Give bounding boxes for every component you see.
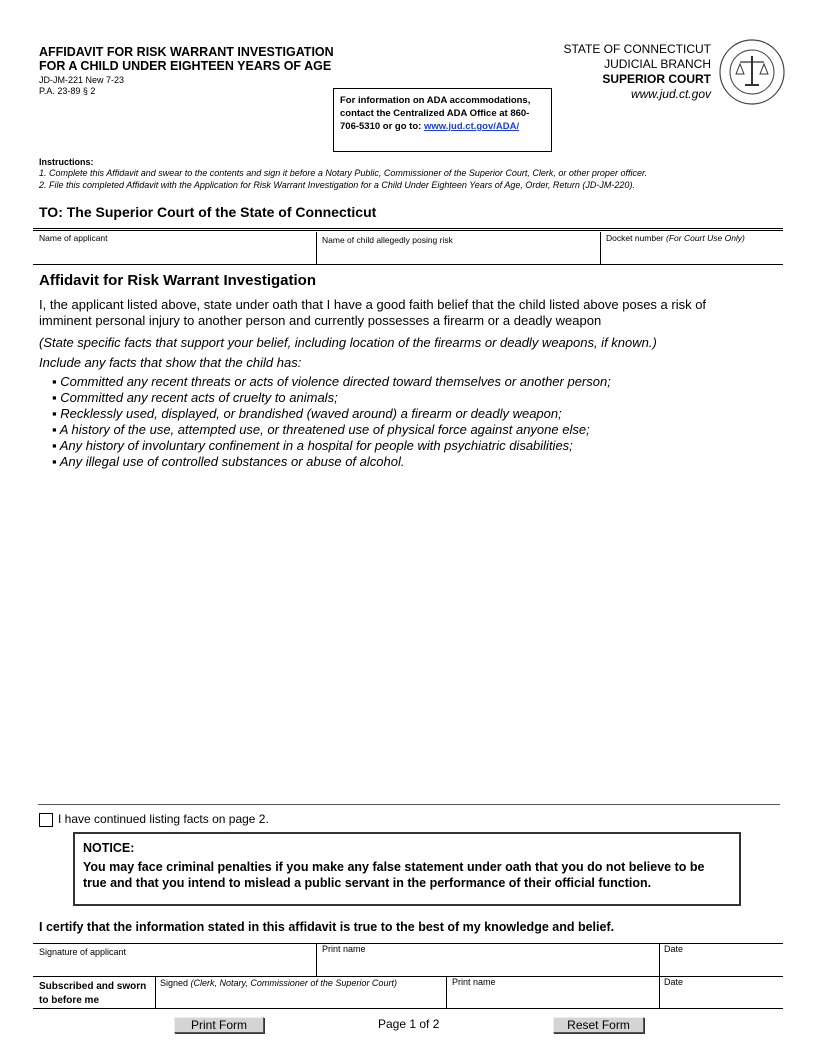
state-name: STATE OF CONNECTICUT	[563, 42, 711, 56]
official-print-name-field[interactable]	[446, 977, 660, 1008]
subscribed-label: Subscribed and sworn to before me	[39, 981, 147, 1006]
branch-name: JUDICIAL BRANCH	[604, 57, 711, 71]
instruction-2: 2. File this completed Affidavit with the Application for Risk Warrant Investigation for a Child Under Eighteen Years of Age, Order, Return (JD-JM-220).	[39, 180, 635, 190]
official-date-label: Date	[664, 977, 684, 987]
applicant-signature-label: Signature of applicant	[39, 947, 127, 957]
to-heading: TO: The Superior Court of the State of Connecticut	[39, 204, 377, 220]
bullet-item: ▪ Any illegal use of controlled substances or abuse of alcohol.	[52, 454, 405, 469]
form-title-line1: AFFIDAVIT FOR RISK WARRANT INVESTIGATION	[39, 45, 334, 59]
print-form-button[interactable]: Print Form	[174, 1017, 264, 1033]
notice-heading: NOTICE:	[83, 841, 135, 855]
instruction-1: 1. Complete this Affidavit and swear to the contents and sign it before a Notary Public, Commissioner of the Superior Court, Clerk, or other proper officer.	[39, 168, 648, 178]
bullet-item: ▪ Committed any recent acts of cruelty to animals;	[52, 390, 338, 405]
print-name-label: Print name	[322, 944, 366, 954]
statement-line2: imminent personal injury to another person and currently possesses a firearm or a deadly weapon	[39, 313, 602, 328]
statement-line1: I, the applicant listed above, state under oath that I have a good faith belief that the child listed above poses a risk of	[39, 297, 707, 312]
official-print-name-label: Print name	[452, 977, 496, 987]
ada-link[interactable]: www.jud.ct.gov/ADA/	[423, 121, 520, 132]
applicant-name-label: Name of applicant	[39, 233, 108, 243]
instructions-heading: Instructions:	[39, 157, 94, 167]
child-name-label: Name of child allegedly posing risk	[322, 235, 453, 245]
child-name-field[interactable]	[316, 232, 601, 264]
court-name: SUPERIOR COURT	[602, 72, 711, 86]
ada-notice-box	[333, 88, 552, 152]
docket-number-field[interactable]	[600, 232, 784, 264]
notice-text: You may face criminal penalties if you make any false statement under oath that you do not believe to be true and that you intend to mislead a public servant in the performance of their official function.	[83, 860, 705, 890]
bullet-item: ▪ Committed any recent threats or acts of violence directed toward themselves or another person;	[52, 374, 611, 389]
bullet-item: ▪ A history of the use, attempted use, or threatened use of physical force against anyone else;	[52, 422, 590, 437]
docket-label: Docket number (For Court Use Only)	[606, 233, 745, 243]
date-label: Date	[664, 944, 684, 954]
continued-checkbox[interactable]	[39, 813, 53, 827]
judicial-seal-icon	[718, 38, 786, 106]
continued-label: I have continued listing facts on page 2.	[58, 812, 269, 826]
certify-statement: I certify that the information stated in this affidavit is true to the best of my knowledge and belief.	[39, 920, 615, 934]
notice-box	[73, 832, 741, 906]
ada-text: For information on ADA accommodations, contact the Centralized ADA Office at 860-706-5310 or go to:	[340, 95, 531, 132]
form-title-line2: FOR A CHILD UNDER EIGHTEEN YEARS OF AGE	[39, 59, 332, 73]
official-date-field[interactable]	[659, 977, 784, 1008]
print-name-field[interactable]	[316, 944, 660, 976]
bullet-item: ▪ Any history of involuntary confinement in a hospital for people with psychiatric disabilities;	[52, 438, 573, 453]
affidavit-heading: Affidavit for Risk Warrant Investigation	[39, 272, 316, 289]
reset-form-button[interactable]: Reset Form	[553, 1017, 644, 1033]
form-number: JD-JM-221 New 7-23	[39, 75, 125, 85]
date-field[interactable]	[659, 944, 784, 976]
facts-textarea[interactable]	[39, 475, 779, 800]
page-number: Page 1 of 2	[378, 1017, 440, 1031]
applicant-signature-field[interactable]	[33, 944, 316, 976]
statute: P.A. 23-89 § 2	[39, 86, 96, 96]
applicant-name-field[interactable]	[33, 232, 316, 264]
facts-bullet-list	[52, 374, 611, 470]
website: www.jud.ct.gov	[630, 87, 711, 101]
official-signature-field[interactable]	[155, 977, 447, 1008]
bullet-item: ▪ Recklessly used, displayed, or brandished (waved around) a firearm or deadly weapon;	[52, 406, 562, 421]
official-signed-label: Signed (Clerk, Notary, Commissioner of the Superior Court)	[160, 978, 397, 988]
include-facts-label: Include any facts that show that the child has:	[39, 355, 302, 370]
state-facts-instruction: (State specific facts that support your belief, including location of the firearms or deadly weapons, if known.)	[39, 335, 657, 350]
